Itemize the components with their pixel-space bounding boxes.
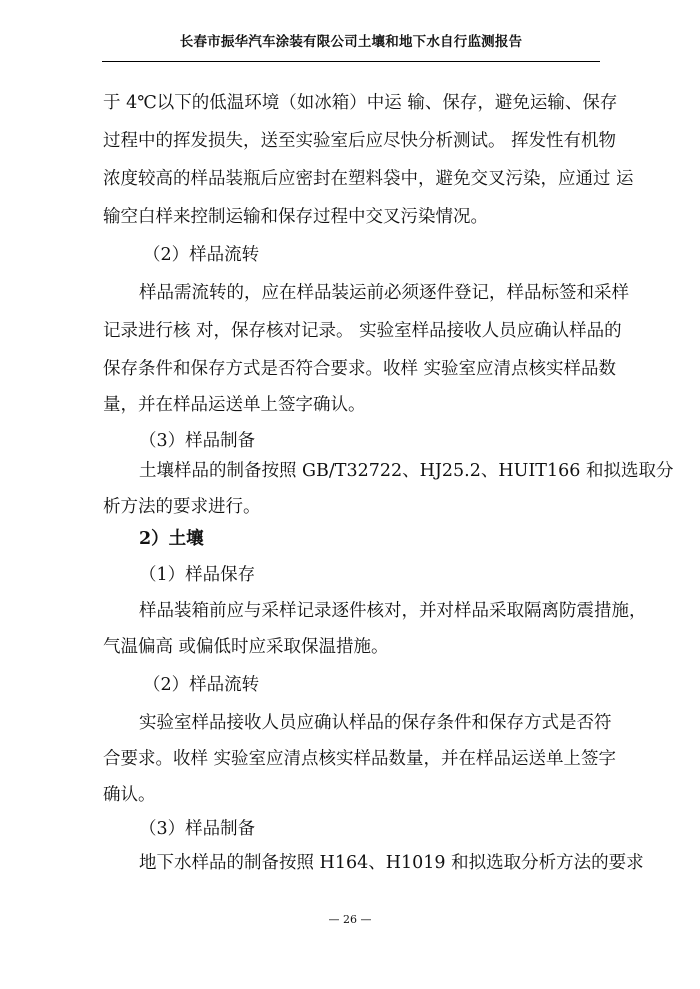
body-line: 过程中的挥发损失，送至实验室后应尽快分析测试。 挥发性有机物 <box>103 131 617 151</box>
page-number: — 26 — <box>328 913 372 926</box>
body-line: 气温偏高 或偏低时应采取保温措施。 <box>103 637 389 657</box>
header-divider <box>102 61 600 62</box>
body-line: 合要求。收样 实验室应清点核实样品数量，并在样品运送单上签字 <box>103 749 617 769</box>
body-line: 实验室样品接收人员应确认样品的保存条件和保存方式是否符 <box>139 713 612 733</box>
body-line: 浓度较高的样品装瓶后应密封在塑料袋中，避免交叉污染，应通过 运 <box>103 169 634 189</box>
body-line: 地下水样品的制备按照 H164、H1019 和拟选取分析方法的要求 <box>139 853 644 873</box>
subsection-heading: （2）样品流转 <box>143 675 260 695</box>
body-line: 样品需流转的，应在样品装运前必须逐件登记，样品标签和采样 <box>139 283 629 303</box>
body-line: 输空白样来控制运输和保存过程中交叉污染情况。 <box>103 207 488 227</box>
subsection-heading: （3）样品制备 <box>139 431 256 451</box>
subsection-heading: （1）样品保存 <box>139 565 256 585</box>
body-line: 析方法的要求进行。 <box>103 497 261 517</box>
body-line: 保存条件和保存方式是否符合要求。收样 实验室应清点核实样品数 <box>103 359 617 379</box>
page-header-title: 长春市振华汽车涂装有限公司土壤和地下水自行监测报告 <box>179 34 523 50</box>
subsection-heading: （2）样品流转 <box>143 245 260 265</box>
body-line: 于 4℃以下的低温环境（如冰箱）中运 输、保存，避免运输、保存 <box>103 93 618 113</box>
body-line: 样品装箱前应与采样记录逐件核对，并对样品采取隔离防震措施， <box>139 601 647 621</box>
body-line: 确认。 <box>103 785 156 805</box>
body-line: 量，并在样品运送单上签字确认。 <box>103 395 366 415</box>
body-line: 记录进行核 对，保存核对记录。 实验室样品接收人员应确认样品的 <box>103 321 622 341</box>
section-heading: 2）土壤 <box>139 529 204 549</box>
subsection-heading: （3）样品制备 <box>139 819 256 839</box>
body-line: 土壤样品的制备按照 GB/T32722、HJ25.2、HUIT166 和拟选取分 <box>139 461 674 481</box>
